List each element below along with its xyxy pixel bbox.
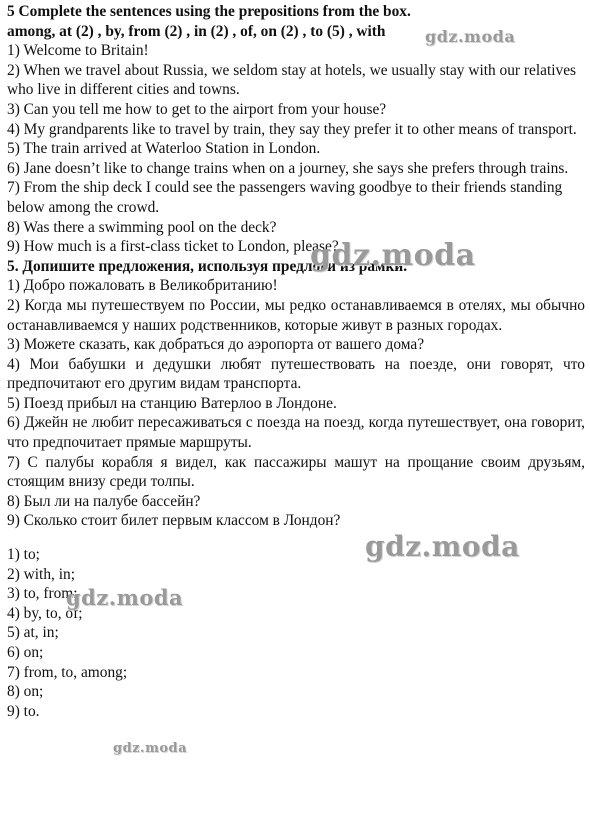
watermark: gdz.moda	[66, 585, 184, 610]
sentence-en-3: 3) Can you tell me how to get to the airport from your house?	[7, 100, 387, 118]
sentence-en-1: 1) Welcome to Britain!	[7, 42, 149, 60]
sentence-ru-1: 1) Добро пожаловать в Великобританию!	[7, 277, 278, 295]
sentence-en-5: 5) The train arrived at Waterloo Station in London.	[7, 140, 321, 158]
sentence-en-6: 6) Jane doesn’t like to change trains when on a journey, she says she prefers through trains.	[7, 159, 569, 177]
watermark: gdz.moda	[365, 530, 520, 563]
exercise-title-ru: 5. Допишите предложения, используя предлоги из рамки.	[7, 257, 408, 275]
watermark: gdz.moda	[310, 238, 476, 273]
sentence-ru-3: 3) Можете сказать, как добраться до аэропорта от вашего дома?	[7, 336, 425, 354]
answer-2: 2) with, in;	[7, 565, 75, 583]
answer-5: 5) at, in;	[7, 624, 59, 642]
watermark: gdz.moda	[425, 27, 516, 46]
sentence-ru-9: 9) Сколько стоит билет первым классом в Лондон?	[7, 512, 341, 530]
answer-4: 4) by, to, of;	[7, 604, 83, 622]
sentence-ru-7: 7) С палубы корабля я видел, как пассажиры машут на прощание своим друзьям, стоящим внизу среди толпы.	[7, 453, 585, 491]
answer-3: 3) to, from;	[7, 585, 78, 603]
sentence-en-9: 9) How much is a first-class ticket to London, please?	[7, 238, 339, 256]
answer-8: 8) on;	[7, 683, 44, 701]
sentence-ru-5: 5) Поезд прибыл на станцию Ватерлоо в Лондоне.	[7, 394, 337, 412]
sentence-en-8: 8) Was there a swimming pool on the deck?	[7, 218, 277, 236]
sentence-en-2: 2) When we travel about Russia, we seldom stay at hotels, we usually stay with our relatives who live in different cities and towns.	[7, 61, 577, 99]
sentence-en-7: 7) From the ship deck I could see the passengers waving goodbye to their friends standing below among the crowd.	[7, 179, 563, 216]
sentence-ru-6: 6) Джейн не любит пересаживаться с поезда на поезд, когда путешествует, она говорит, что предпочитает прямые маршруты.	[7, 414, 585, 452]
sentence-ru-8: 8) Был ли на палубе бассейн?	[7, 492, 201, 510]
answer-7: 7) from, to, among;	[7, 663, 128, 681]
sentence-en-4: 4) My grandparents like to travel by train, they say they prefer it to other means of transport.	[7, 120, 577, 138]
sentence-ru-4: 4) Мои бабушки и дедушки любят путешествовать на поезде, они говорят, что предпочитают его другим видам транспорта.	[7, 355, 585, 393]
sentence-ru-2: 2) Когда мы путешествуем по России, мы редко останавливаемся в отелях, мы обычно останавливаемся у наших родственников, которые живут в разных городах.	[7, 296, 585, 334]
document-page	[7, 2, 585, 721]
answer-6: 6) on;	[7, 644, 44, 661]
watermark: gdz.moda	[113, 741, 188, 756]
answer-9: 9) to.	[7, 702, 40, 720]
exercise-title-en: 5 Complete the sentences using the prepositions from the box.	[7, 3, 411, 20]
answer-1: 1) to;	[7, 546, 40, 564]
preposition-box: among, at (2) , by, from (2) , in (2) , of, on (2) , to (5) , with	[7, 22, 386, 40]
